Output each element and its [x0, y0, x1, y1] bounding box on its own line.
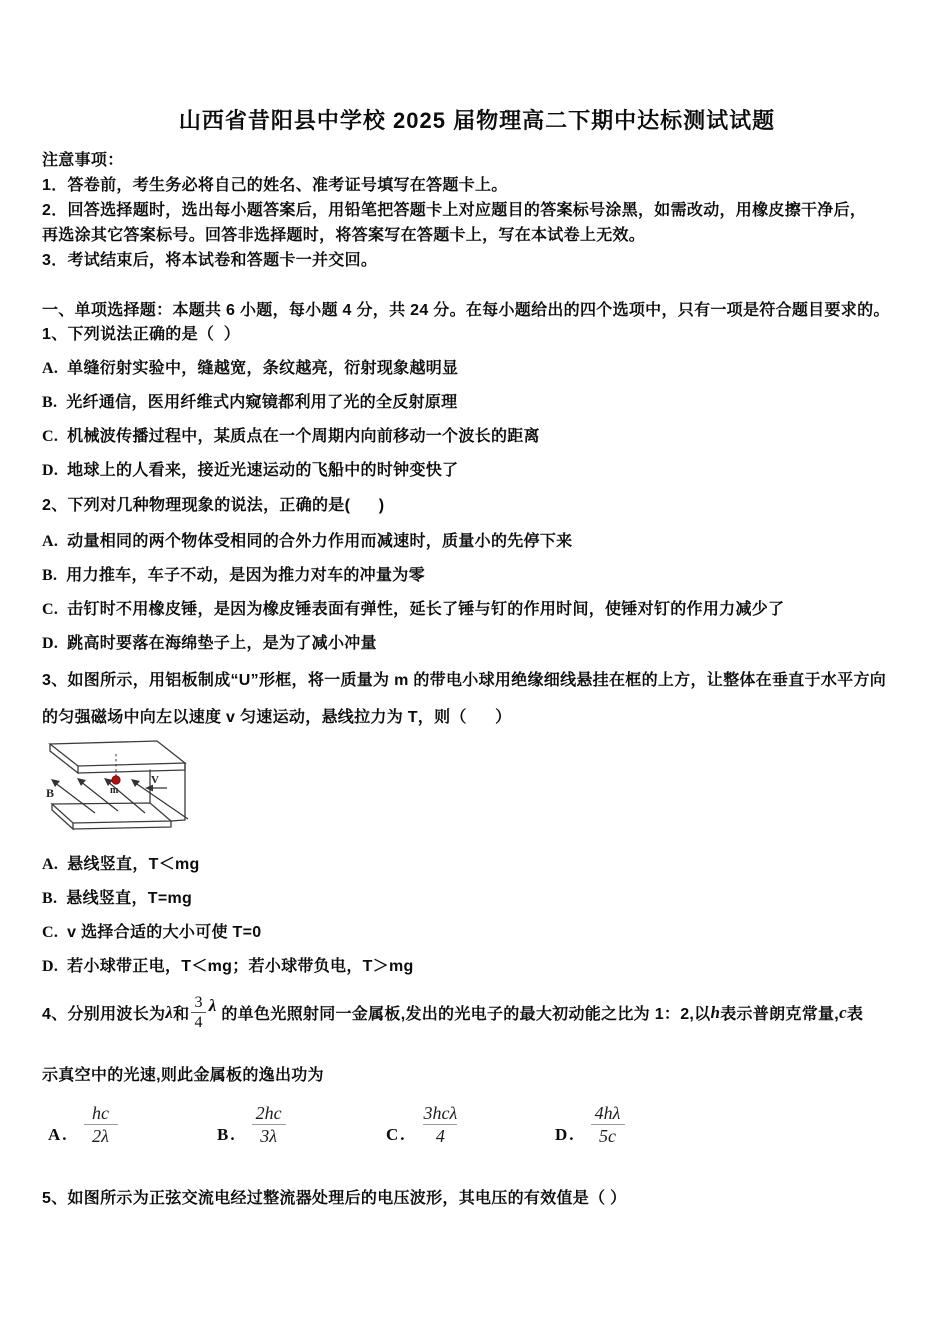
option-label: D.	[42, 462, 59, 479]
option-text: 跳高时要落在海绵垫子上，是为了减小冲量	[67, 635, 377, 652]
question-4-stem-line-1	[42, 993, 912, 1032]
option-label: B.	[217, 1125, 237, 1144]
q3-option-a	[42, 853, 912, 877]
stem-text: 表示普朗克常量,	[720, 1006, 840, 1023]
option-label: C.	[386, 1125, 407, 1144]
notice-heading: 注意事项：	[42, 152, 124, 169]
q2-option-d	[42, 632, 912, 656]
lambda-symbol: λ	[208, 995, 217, 1015]
option-label: A.	[48, 1125, 69, 1144]
q4-option-a	[48, 1102, 217, 1147]
question-2-stem: 2、下列对几种物理现象的说法，正确的是( )	[42, 497, 385, 514]
option-text: 动量相同的两个物体受相同的合外力作用而减速时，质量小的先停下来	[67, 533, 573, 550]
top-plate	[50, 741, 185, 773]
q1-option-a	[42, 357, 912, 381]
option-text: 光纤通信，医用纤维式内窥镜都利用了光的全反射原理	[66, 394, 458, 411]
three-quarters-fraction	[191, 993, 205, 1032]
q4-option-c	[386, 1102, 555, 1147]
question-2	[42, 494, 912, 656]
question-3-stem-line-1: 3、如图所示，用铝板制成“U”形框，将一质量为 m 的带电小球用绝缘细线悬挂在框的上方，让整体在垂直于水平方向	[42, 672, 887, 689]
option-text: v 选择合适的大小可使 T=0	[67, 924, 262, 941]
label-b: B	[46, 786, 55, 800]
fraction	[252, 1102, 286, 1147]
option-label: B.	[42, 394, 58, 411]
question-3	[42, 662, 912, 979]
stem-text: 的单色光照射同一金属板,发出的光电子的最大初动能之比为 1：2,以	[216, 1006, 711, 1023]
label-v: V	[151, 774, 159, 786]
q2-option-b	[42, 564, 912, 588]
q1-option-b	[42, 391, 912, 415]
q2-option-a	[42, 530, 912, 554]
charged-ball	[112, 776, 120, 784]
fraction-numerator: 3hcλ	[423, 1103, 458, 1123]
section-1-header: 一、单项选择题：本题共 6 小题，每小题 4 分，共 24 分。在每小题给出的四个选项中，只有一项是符合题目要求的。	[42, 302, 890, 319]
option-text: 击钉时不用橡皮锤，是因为橡皮锤表面有弹性，延长了锤与钉的作用时间，使锤对钉的作用力减少了	[67, 601, 785, 618]
fraction	[422, 1102, 460, 1147]
fraction-numerator: 3	[194, 994, 203, 1011]
stem-text: 表	[846, 1006, 864, 1023]
option-label: A.	[42, 533, 59, 550]
q3-option-d	[42, 955, 912, 979]
q4-option-d	[555, 1102, 724, 1147]
h-symbol: h	[710, 1002, 721, 1022]
fraction-denominator: 2λ	[84, 1124, 118, 1147]
option-text: 单缝衍射实验中，缝越宽，条纹越亮，衍射现象越明显	[67, 360, 459, 377]
option-label: D.	[42, 635, 59, 652]
option-text: 若小球带正电，T＜mg；若小球带负电，T＞mg	[67, 958, 414, 975]
fraction	[84, 1102, 118, 1147]
option-label: C.	[42, 428, 59, 445]
lambda-symbol: λ	[165, 1002, 174, 1022]
fraction-denominator: 3λ	[252, 1124, 286, 1147]
fraction-denominator: 4	[423, 1124, 457, 1147]
option-label: B.	[42, 890, 58, 907]
fraction-numerator: 4hλ	[594, 1103, 621, 1123]
b-field-arrows	[51, 778, 188, 819]
question-3-stem-line-2: 的匀强磁场中向左以速度 v 匀速运动，悬线拉力为 T，则（ ）	[42, 709, 512, 726]
bottom-plate	[52, 803, 185, 829]
label-m: m	[110, 785, 119, 796]
question-4	[42, 993, 912, 1147]
page-title: 山西省昔阳县中学校 2025 届物理高二下期中达标测试试题	[178, 108, 776, 133]
question-5-stem: 5、如图所示为正弦交流电经过整流器处理后的电压波形，其电压的有效值是（ ）	[42, 1190, 627, 1207]
q1-option-c	[42, 425, 912, 449]
fraction-denominator: 5c	[591, 1124, 625, 1147]
q2-option-c	[42, 598, 912, 622]
option-label: C.	[42, 601, 59, 618]
fraction-numerator: hc	[92, 1103, 110, 1123]
notice-item-1: 1．答卷前，考生务必将自己的姓名、准考证号填写在答题卡上。	[42, 177, 508, 194]
notice-item-2-line-1: 2．回答选择题时，选出每小题答案后，用铅笔把答题卡上对应题目的答案标号涂黑，如需改动，用橡皮擦干净后，	[42, 202, 867, 219]
question-1	[42, 323, 912, 483]
q3-option-c	[42, 921, 912, 945]
option-text: 机械波传播过程中，某质点在一个周期内向前移动一个波长的距离	[67, 428, 540, 445]
fraction-numerator: 2hc	[255, 1103, 282, 1123]
notice-item-3: 3．考试结束后，将本试卷和答题卡一并交回。	[42, 252, 378, 269]
question-1-stem: 1、下列说法正确的是（ ）	[42, 326, 240, 343]
q4-option-b	[217, 1102, 386, 1147]
fraction-denominator: 4	[191, 1012, 205, 1032]
option-text: 悬线竖直，T＜mg	[67, 856, 200, 873]
option-text: 地球上的人看来，接近光速运动的飞船中的时钟变快了	[67, 462, 459, 479]
notice-item-2-line-2: 再选涂其它答案标号。回答非选择题时，将答案写在答题卡上，写在本试卷上无效。	[42, 227, 646, 244]
option-label: A.	[42, 856, 59, 873]
stem-text: 4、分别用波长为	[42, 1006, 166, 1023]
option-label: D.	[42, 958, 59, 975]
question-4-stem-line-2: 示真空中的光速,则此金属板的逸出功为	[42, 1067, 324, 1084]
q4-options-row	[42, 1102, 912, 1147]
option-text: 用力推车，车子不动，是因为推力对车的冲量为零	[66, 567, 425, 584]
option-label: C.	[42, 924, 59, 941]
right-wall	[150, 763, 185, 820]
c-symbol: c	[839, 1002, 847, 1022]
u-frame-figure	[45, 736, 205, 836]
stem-text: 和	[173, 1006, 190, 1023]
option-text: 悬线竖直，T=mg	[66, 890, 193, 907]
option-label: B.	[42, 567, 58, 584]
q3-option-b	[42, 887, 912, 911]
fraction	[591, 1102, 625, 1147]
option-label: D.	[555, 1125, 576, 1144]
q1-option-d	[42, 459, 912, 483]
option-label: A.	[42, 360, 59, 377]
thread-and-ball	[112, 754, 120, 784]
notice-section	[42, 148, 912, 273]
q3-figure	[45, 736, 912, 841]
